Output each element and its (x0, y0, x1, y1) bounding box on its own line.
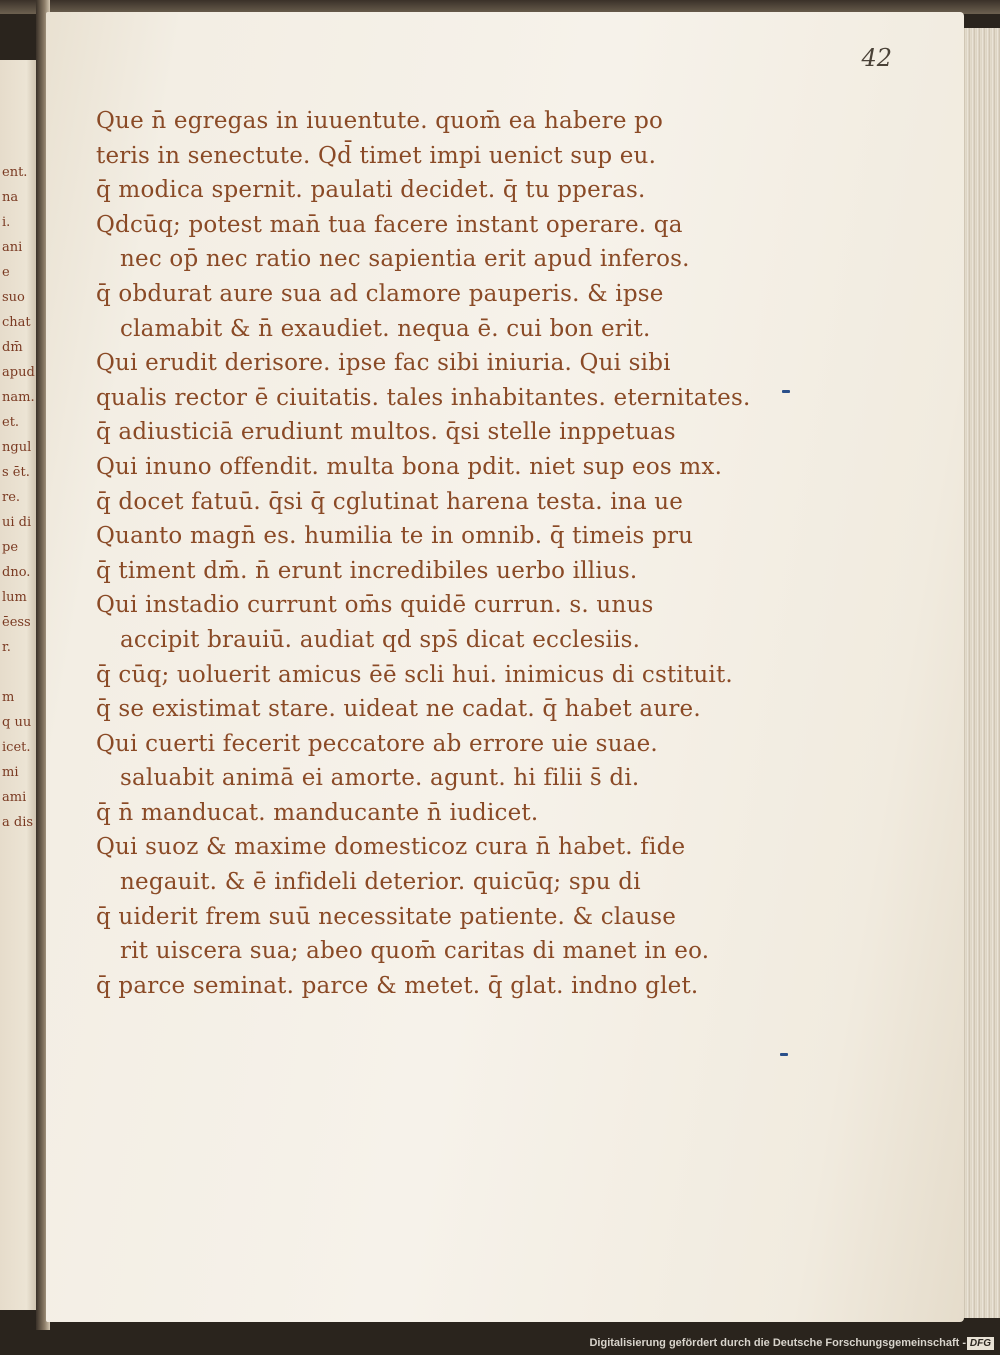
manuscript-line: negauit. & ē infideli deterior. quicūq; spu di (120, 869, 641, 896)
left-page-fragment: re. (2, 490, 21, 505)
manuscript-line: rit uiscera sua; abeo quom̄ caritas di manet in eo. (120, 938, 710, 965)
manuscript-line: Qui suoz & maxime domesticoz cura n̄ habet. fide (96, 834, 686, 861)
manuscript-line: clamabit & n̄ exaudiet. nequa ē. cui bon erit. (120, 315, 651, 342)
left-page-fragment: ēess (2, 615, 31, 630)
manuscript-line: Que n̄ egregas in iuuentute. quom̄ ea habere po (96, 108, 664, 134)
manuscript-line: Qdcūq; potest man̄ tua facere instant operare. qa (96, 211, 683, 238)
manuscript-line: q̄ cūq; uoluerit amicus ēē scli hui. inimicus di cstituit. (96, 661, 733, 688)
manuscript-text-block (96, 104, 826, 1003)
left-page-fragment: apud (2, 365, 35, 380)
left-page-fragment: nam. (2, 390, 35, 405)
left-page-fragment: ngul (2, 440, 32, 455)
left-page-fragment: s ēt. (2, 465, 30, 480)
dfg-logo: DFG (967, 1337, 994, 1350)
manuscript-line: qualis rector ē ciuitatis. tales inhabitantes. eternitates. (96, 384, 751, 411)
left-page-fragment: i. (2, 215, 11, 230)
blue-paragraph-mark (782, 390, 790, 393)
manuscript-line: Qui instadio currunt om̄s quidē currun. s. unus (96, 592, 654, 619)
blue-paragraph-mark (780, 1053, 788, 1056)
left-page-fragment: r. (2, 640, 11, 655)
manuscript-line: q̄ se existimat stare. uideat ne cadat. q̄ habet aure. (96, 696, 701, 723)
left-page-fragment: m (2, 690, 15, 705)
manuscript-line: Quanto magn̄ es. humilia te in omnib. q̄ timeis pru (96, 523, 694, 550)
manuscript-line: accipit brauiū. audiat qd sps̄ dicat ecclesiis. (120, 626, 641, 653)
manuscript-line: teris in senectute. Qd̄ timet impi uenict sup eu. (96, 142, 657, 169)
left-page-fragment: pe (2, 540, 19, 555)
left-page-fragment: q uu (2, 715, 32, 730)
manuscript-line: Qui erudit derisore. ipse fac sibi iniuria. Qui sibi (96, 350, 671, 377)
manuscript-line: nec op̄ nec ratio nec sapientia erit apud inferos. (120, 246, 690, 273)
left-page-fragment: na (2, 190, 19, 205)
left-page-fragment: suo (2, 290, 25, 305)
left-page-fragment (2, 660, 36, 685)
left-page-fragment: e (2, 265, 10, 280)
manuscript-line: q̄ n̄ manducat. manducante n̄ iudicet. (96, 799, 539, 826)
left-page-fragment: mi (2, 765, 19, 780)
manuscript-line: Qui cuerti fecerit peccatore ab errore uie suae. (96, 730, 658, 757)
manuscript-line: q̄ docet fatuū. q̄si q̄ cglutinat harena testa. ina ue (96, 488, 684, 515)
left-page-fragment: a dis (2, 815, 34, 830)
left-page-text (2, 160, 36, 835)
folio-number: 42 (861, 44, 892, 72)
left-page-fragment: chat (2, 315, 31, 330)
manuscript-line: q̄ adiusticiā erudiunt multos. q̄si stelle inppetuas (96, 419, 676, 446)
digitization-credit: Digitalisierung gefördert durch die Deutsche Forschungsgemeinschaft - (589, 1337, 966, 1349)
left-page-fragment: et. (2, 415, 20, 430)
manuscript-line: q̄ modica spernit. paulati decidet. q̄ tu pperas. (96, 177, 646, 204)
manuscript-line: Qui inuno offendit. multa bona pdit. niet sup eos mx. (96, 453, 723, 480)
left-page-fragment: ui di (2, 515, 32, 530)
manuscript-line: q̄ uiderit frem suū necessitate patiente. & clause (96, 903, 677, 930)
manuscript-line: q̄ parce seminat. parce & metet. q̄ glat. indno glet. (96, 972, 699, 999)
left-page-fragment: lum (2, 590, 27, 605)
left-page-fragment: icet. (2, 740, 31, 755)
left-page-fragment: dno. (2, 565, 31, 580)
left-page-fragment: ent. (2, 165, 28, 180)
left-page-fragment: ami (2, 790, 27, 805)
manuscript-line: q̄ obdurat aure sua ad clamore pauperis. & ipse (96, 280, 664, 307)
manuscript-line: saluabit animā ei amorte. agunt. hi filii s̄ di. (120, 765, 640, 792)
manuscript-line: q̄ timent dm̄. n̄ erunt incredibiles uerbo illius. (96, 557, 638, 584)
left-page-fragment: dm̄ (2, 340, 23, 355)
left-page-fragment: ani (2, 240, 23, 255)
left-page-edge (0, 60, 39, 1310)
